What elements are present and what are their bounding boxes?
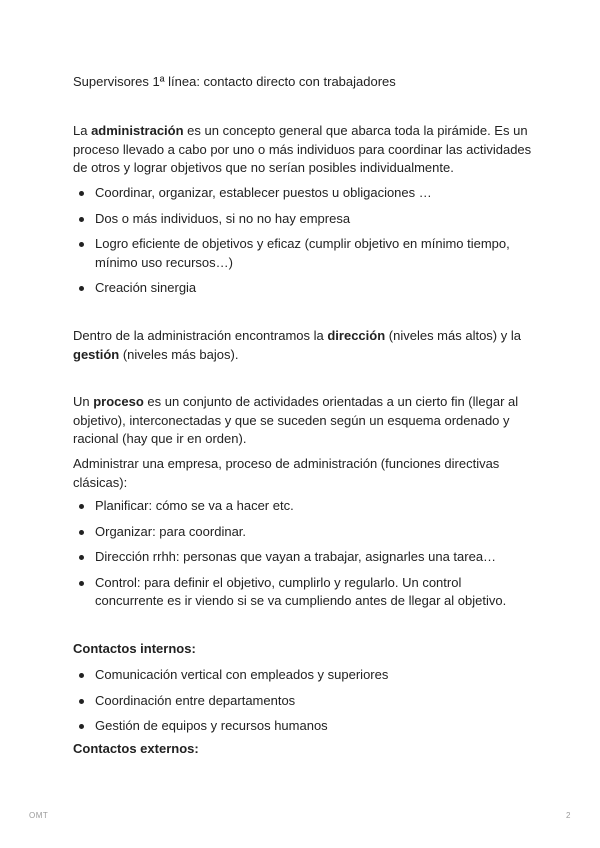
- direction-term: dirección: [327, 328, 386, 343]
- page-number: 2: [566, 811, 571, 820]
- list-item: Planificar: cómo se va a hacer etc.: [73, 497, 533, 516]
- list-item: Dirección rrhh: personas que vayan a trabajar, asignarles una tarea…: [73, 548, 533, 567]
- list-item: Comunicación vertical con empleados y superiores: [73, 666, 533, 685]
- administration-term: administración: [91, 123, 184, 138]
- functions-list: [73, 497, 533, 618]
- process-paragraph: Un proceso es un conjunto de actividades orientadas a un cierto fin (llegar al objetivo), interconectadas y que se suceden según un esquema ordenado y racional (hay que ir en orden).: [73, 394, 519, 446]
- management-term: gestión: [73, 346, 120, 362]
- external-contacts-heading: Contactos externos:: [73, 741, 199, 756]
- list-item: Coordinar, organizar, establecer puestos u obligaciones …: [73, 184, 533, 203]
- list-item: Creación sinergia: [73, 279, 533, 298]
- intro-line: Supervisores 1ª línea: contacto directo con trabajadores: [73, 74, 396, 89]
- list-item: Gestión de equipos y recursos humanos: [73, 717, 533, 736]
- list-item: Control: para definir el objetivo, cumplirlo y regularlo. Un control concurrente es ir viendo si se va cumpliendo antes de llegar al objetivo.: [73, 574, 533, 611]
- list-item: Logro eficiente de objetivos y eficaz (cumplir objetivo en mínimo tiempo, mínimo uso recursos…): [73, 235, 533, 272]
- functions-paragraph: Administrar una empresa, proceso de administración (funciones directivas clásicas):: [73, 456, 500, 490]
- list-item: Organizar: para coordinar.: [73, 523, 533, 542]
- process-term: proceso: [93, 394, 144, 409]
- list-item: Coordinación entre departamentos: [73, 692, 533, 711]
- list-item: Dos o más individuos, si no no hay empresa: [73, 210, 533, 229]
- internal-contacts-list: [73, 666, 533, 743]
- footer-label: OMT: [29, 811, 49, 820]
- internal-contacts-heading: Contactos internos:: [73, 641, 196, 656]
- administration-list: [73, 184, 533, 305]
- administration-paragraph: La administración es un concepto general que abarca toda la pirámide. Es un proceso llevado a cabo por uno o más individuos para coordinar las actividades de otros y lograr objetivos que no serían posibles individualmente.: [73, 123, 532, 175]
- direction-paragraph: Dentro de la administración encontramos la dirección (niveles más altos) y la gestión (niveles más bajos).: [73, 328, 521, 362]
